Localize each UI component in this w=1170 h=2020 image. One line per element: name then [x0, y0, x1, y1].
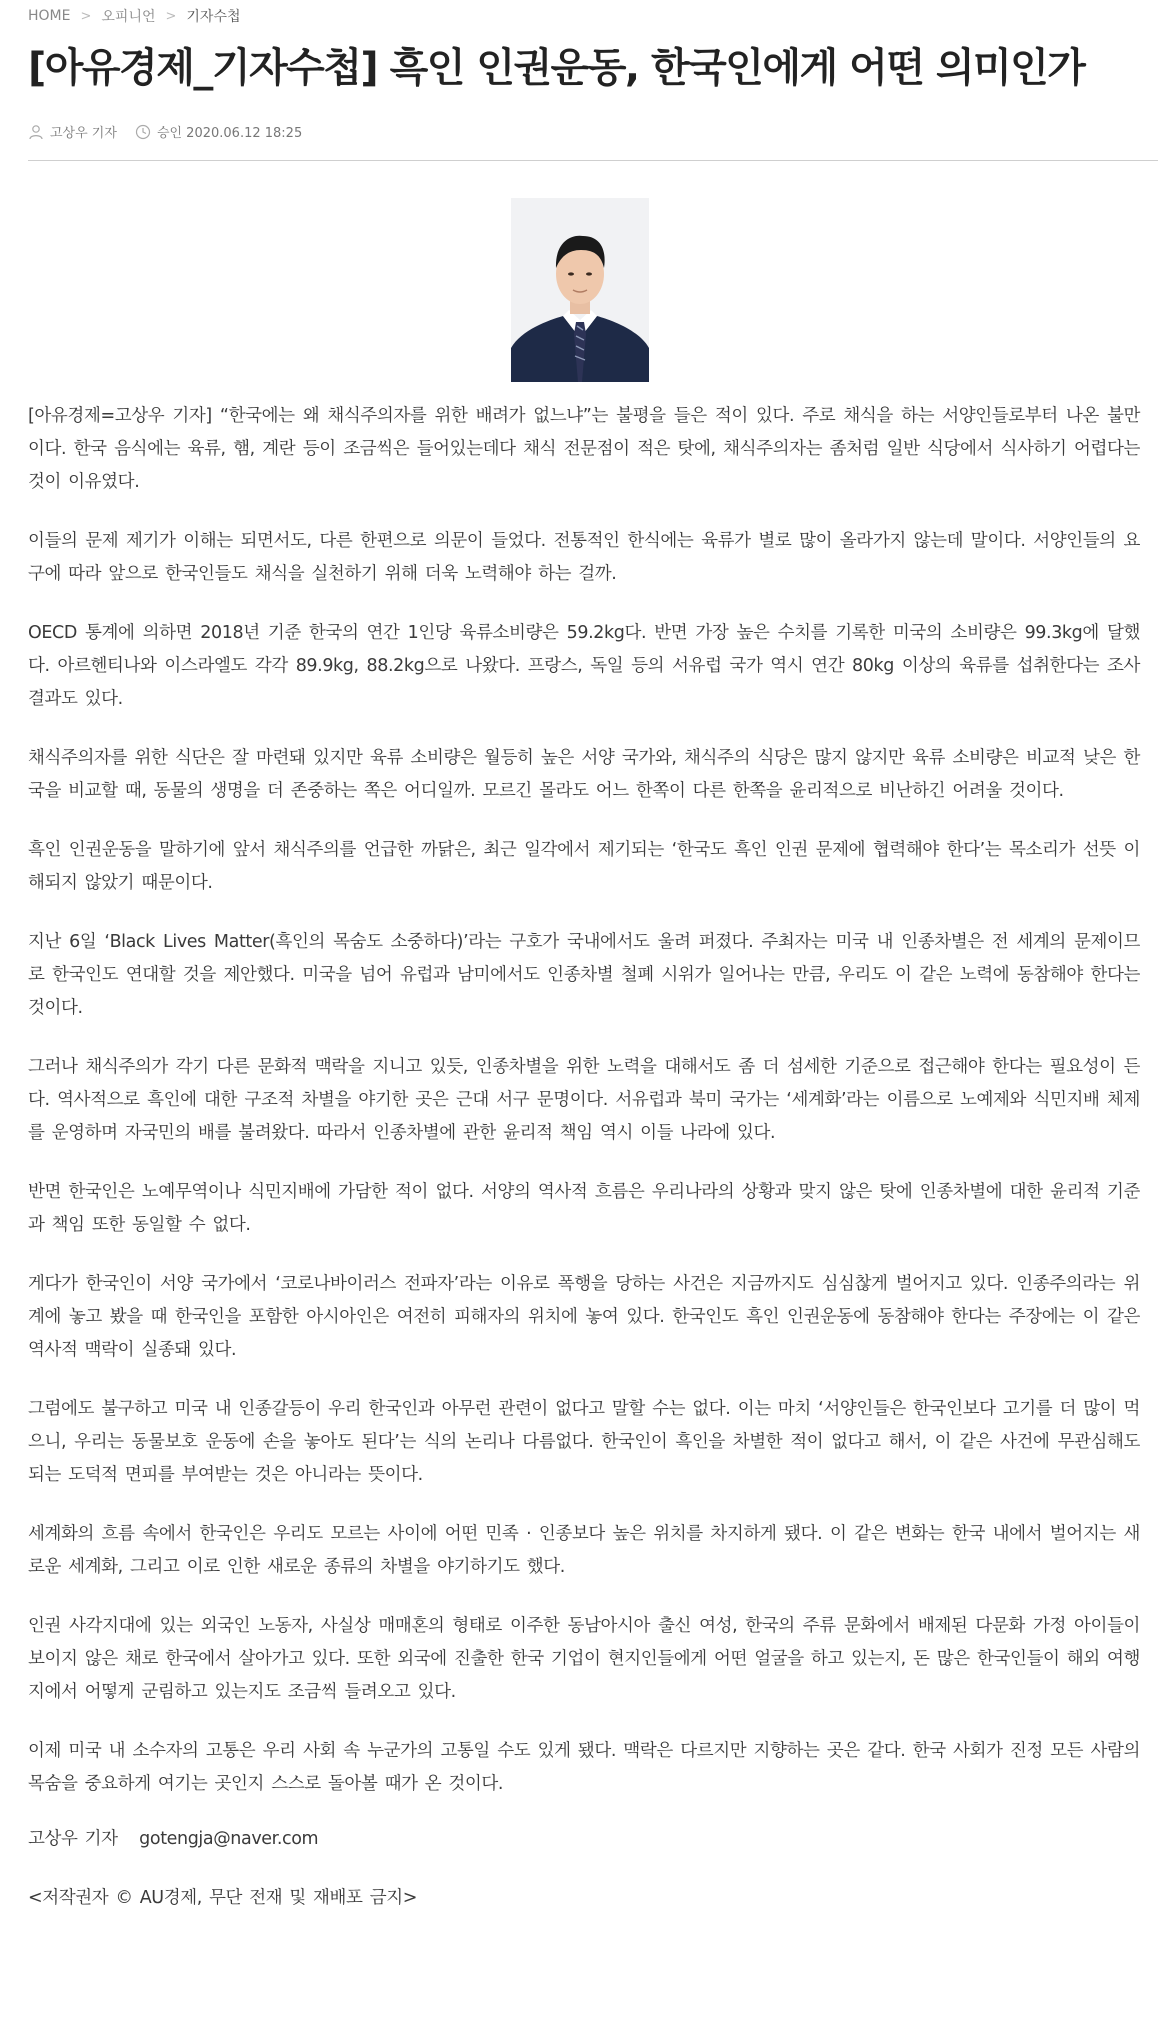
reporter-photo — [511, 198, 649, 382]
date-info — [135, 122, 302, 141]
user-icon — [28, 124, 44, 140]
article-paragraph: [아유경제=고상우 기자] “한국에는 왜 채식주의자를 위한 배려가 없느냐”는 불평을 들은 적이 있다. 주로 채식을 하는 서양인들로부터 나온 불만이다. 한국 음식에는 육류, 햄, 계란 등이 조금씩은 들어있는데다 채식 전문점이 적은 탓에, 채식주의자는 좀처럼 일반 식당에서 식사하기 어렵다는 것이 이유였다. — [28, 406, 1140, 492]
article-title: [아유경제_기자수첩] 흑인 인권운동, 한국인에게 어떤 의미인가 — [28, 45, 1085, 91]
clock-icon — [135, 124, 151, 140]
breadcrumb-home[interactable]: HOME — [28, 8, 71, 24]
chevron-right-icon: > — [80, 8, 92, 24]
byline: 고상우 기자 gotengja@naver.com — [28, 1829, 319, 1849]
article-paragraph: 인권 사각지대에 있는 외국인 노동자, 사실상 매매혼의 형태로 이주한 동남아시아 출신 여성, 한국의 주류 문화에서 배제된 다문화 가정 아이들이 보이지 않은 채로 한국에서 살아가고 있다. 또한 외국에 진출한 한국 기업이 현지인들에게 어떤 얼굴을 하고 있는지, 돈 많은 한국인들이 해외 여행지에서 어떻게 군림하고 있는지도 조금씩 들려오고 있다. — [28, 1616, 1140, 1702]
article-body — [28, 400, 1140, 1941]
breadcrumb-current[interactable]: 기자수첩 — [186, 9, 241, 25]
article-paragraph: 채식주의자를 위한 식단은 잘 마련돼 있지만 육류 소비량은 월등히 높은 서양 국가와, 채식주의 식당은 많지 않지만 육류 소비량은 비교적 낮은 한국을 비교할 때, 동물의 생명을 더 존중하는 쪽은 어디일까. 모르긴 몰라도 어느 한쪽이 다른 한쪽을 윤리적으로 비난하긴 어려울 것이다. — [28, 748, 1140, 801]
article-paragraph: 게다가 한국인이 서양 국가에서 ‘코로나바이러스 전파자’라는 이유로 폭행을 당하는 사건은 지금까지도 심심찮게 벌어지고 있다. 인종주의라는 위계에 놓고 봤을 때 한국인을 포함한 아시아인은 여전히 피해자의 위치에 놓여 있다. 한국인도 흑인 인권운동에 동참해야 한다는 주장에는 이 같은 역사적 맥락이 실종돼 있다. — [28, 1274, 1140, 1360]
author-info — [28, 122, 117, 141]
article-paragraph: 흑인 인권운동을 말하기에 앞서 채식주의를 언급한 까닭은, 최근 일각에서 제기되는 ‘한국도 흑인 인권 문제에 협력해야 한다’는 목소리가 선뜻 이해되지 않았기 때문이다. — [28, 840, 1140, 893]
breadcrumb — [28, 6, 241, 26]
approved-date: 승인 2020.06.12 18:25 — [156, 126, 303, 141]
article-paragraph: OECD 통계에 의하면 2018년 기준 한국의 연간 1인당 육류소비량은 59.2kg다. 반면 가장 높은 수치를 기록한 미국의 소비량은 99.3kg에 달했다. 아르헨티나와 이스라엘도 각각 89.9kg, 88.2kg으로 나왔다. 프랑스, 독일 등의 서유럽 국가 역시 연간 80kg 이상의 육류를 섭취한다는 조사 결과도 있다. — [28, 623, 1140, 709]
article-paragraph: 그럼에도 불구하고 미국 내 인종갈등이 우리 한국인과 아무런 관련이 없다고 말할 수는 없다. 이는 마치 ‘서양인들은 한국인보다 고기를 더 많이 먹으니, 우리는 동물보호 운동에 손을 놓아도 된다’는 식의 논리나 다름없다. 한국인이 흑인을 차별한 적이 없다고 해서, 이 같은 사건에 무관심해도 되는 도덕적 면피를 부여받는 것은 아니라는 뜻이다. — [28, 1399, 1140, 1485]
article-paragraph: 반면 한국인은 노예무역이나 식민지배에 가담한 적이 없다. 서양의 역사적 흐름은 우리나라의 상황과 맞지 않은 탓에 인종차별에 대한 윤리적 기준과 책임 또한 동일할 수 없다. — [28, 1182, 1140, 1235]
breadcrumb-section[interactable]: 오피니언 — [101, 9, 156, 25]
article-paragraph: 세계화의 흐름 속에서 한국인은 우리도 모르는 사이에 어떤 민족 · 인종보다 높은 위치를 차지하게 됐다. 이 같은 변화는 한국 내에서 벌어지는 새로운 세계화, 그리고 이로 인한 새로운 종류의 차별을 야기하기도 했다. — [28, 1524, 1140, 1577]
article-paragraph: 지난 6일 ‘Black Lives Matter(흑인의 목숨도 소중하다)’라는 구호가 국내에서도 울려 퍼졌다. 주최자는 미국 내 인종차별은 전 세계의 문제이므로 한국인도 연대할 것을 제안했다. 미국을 넘어 유럽과 남미에서도 인종차별 철폐 시위가 일어나는 만큼, 우리도 이 같은 노력에 동참해야 한다는 것이다. — [28, 932, 1140, 1018]
copyright-notice: <저작권자 © AU경제, 무단 전재 및 재배포 금지> — [28, 1888, 417, 1908]
article-meta — [28, 122, 320, 141]
author-name[interactable]: 고상우 기자 — [50, 126, 117, 141]
chevron-right-icon: > — [165, 8, 177, 24]
article-paragraph: 그러나 채식주의가 각기 다른 문화적 맥락을 지니고 있듯, 인종차별을 위한 노력을 대해서도 좀 더 섬세한 기준으로 접근해야 한다는 필요성이 든다. 역사적으로 흑인에 대한 구조적 차별을 야기한 곳은 근대 서구 문명이다. 서유럽과 북미 국가는 ‘세계화’라는 이름으로 노예제와 식민지배 체제를 운영하며 자국민의 배를 불려왔다. 따라서 인종차별에 관한 윤리적 책임 역시 이들 나라에 있다. — [28, 1057, 1140, 1143]
article-paragraph: 이제 미국 내 소수자의 고통은 우리 사회 속 누군가의 고통일 수도 있게 됐다. 맥락은 다르지만 지향하는 곳은 같다. 한국 사회가 진정 모든 사람의 목숨을 중요하게 여기는 곳인지 스스로 돌아볼 때가 온 것이다. — [28, 1741, 1140, 1794]
header-divider — [28, 160, 1158, 161]
article-paragraph: 이들의 문제 제기가 이해는 되면서도, 다른 한편으로 의문이 들었다. 전통적인 한식에는 육류가 별로 많이 올라가지 않는데 말이다. 서양인들의 요구에 따라 앞으로 한국인들도 채식을 실천하기 위해 더욱 노력해야 하는 걸까. — [28, 531, 1140, 584]
